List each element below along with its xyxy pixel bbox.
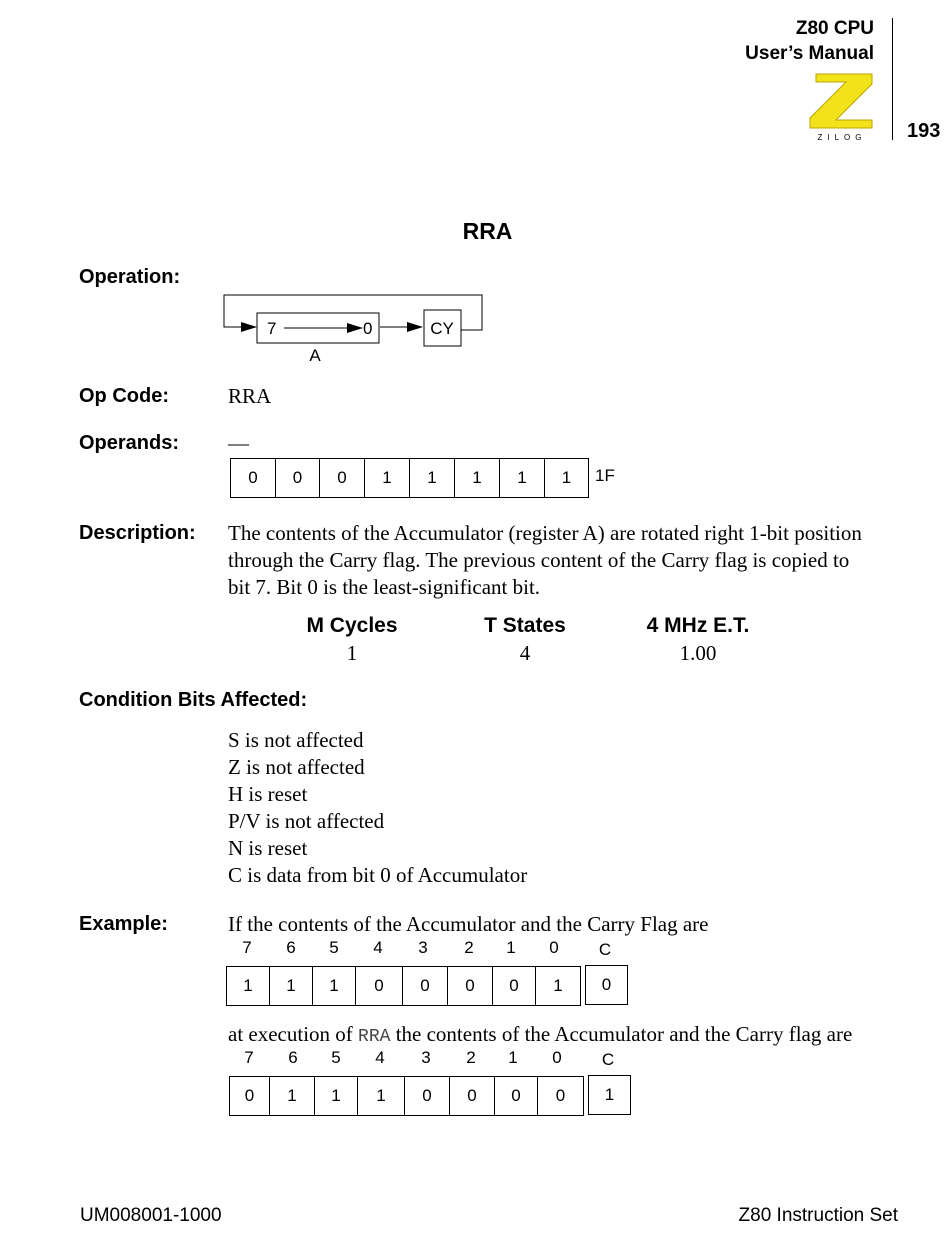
bit-high: 7 [267, 319, 277, 338]
opcode-bit: 1 [545, 459, 589, 498]
bit-label: 2 [464, 938, 474, 957]
condition-item: Z is not affected [228, 755, 365, 779]
opcode-bit: 1 [500, 459, 545, 498]
before-bit: 0 [403, 967, 448, 1006]
middle-post: the contents of the Accumulator and the Carry flag are [395, 1022, 853, 1046]
zilog-logo-icon [806, 70, 878, 142]
bit-label: 6 [288, 1048, 298, 1067]
bit-label: 1 [506, 938, 516, 957]
register-label: A [309, 346, 321, 365]
bit-label: 1 [508, 1048, 518, 1067]
operands-value: — [228, 431, 249, 455]
opcode-bit: 1 [365, 459, 410, 498]
page-title: RRA [462, 218, 513, 244]
example-label: Example: [79, 913, 168, 935]
opcode-bit: 1 [410, 459, 455, 498]
after-bit: 0 [405, 1077, 450, 1116]
m-cycles-value: 1 [346, 641, 358, 665]
manual-header [745, 16, 874, 66]
m-cycles-header: M Cycles [306, 614, 398, 637]
bit-label: 0 [552, 1048, 562, 1067]
after-bit: 0 [450, 1077, 495, 1116]
header-line1: Z80 CPU [795, 18, 874, 39]
bit-label: 0 [549, 938, 559, 957]
before-bit: 0 [493, 967, 536, 1006]
before-bits-table [226, 966, 581, 1006]
opcode-bit: 0 [276, 459, 320, 498]
description-line: through the Carry flag. The previous content of the Carry flag is copied to [228, 548, 850, 572]
before-bit: 1 [313, 967, 356, 1006]
opcode-bit: 0 [231, 459, 276, 498]
after-bits-table [229, 1076, 584, 1116]
exec-time-header: 4 MHz E.T. [646, 614, 750, 637]
after-bit: 0 [230, 1077, 270, 1116]
opcode-label: Op Code: [79, 385, 169, 407]
before-bit: 1 [536, 967, 581, 1006]
opcode-bits-table [230, 458, 589, 498]
opcode-bit: 0 [320, 459, 365, 498]
after-bit: 0 [538, 1077, 584, 1116]
opcode-bit: 1 [455, 459, 500, 498]
t-states-header: T States [484, 614, 566, 637]
description-line: bit 7. Bit 0 is the least-significant bit. [228, 575, 541, 599]
description-label: Description: [79, 522, 196, 544]
example-intro: If the contents of the Accumulator and the Carry Flag are [228, 912, 709, 936]
bit-label: 5 [331, 1048, 341, 1067]
carry-bit-label: C [598, 940, 612, 959]
condition-item: C is data from bit 0 of Accumulator [228, 863, 528, 887]
condition-bits-label: Condition Bits Affected: [79, 689, 308, 711]
before-bit: 1 [270, 967, 313, 1006]
footer-section: Z80 Instruction Set [738, 1205, 898, 1226]
before-bit: 0 [448, 967, 493, 1006]
bit-label: 4 [375, 1048, 385, 1067]
exec-time-value: 1.00 [679, 641, 717, 665]
bit-label: 4 [373, 938, 383, 957]
condition-bits-list [228, 727, 527, 889]
middle-pre: at execution of [228, 1022, 353, 1046]
bit-label: 3 [421, 1048, 431, 1067]
bit-low: 0 [363, 319, 373, 338]
condition-item: N is reset [228, 836, 308, 860]
header-line2: User’s Manual [745, 43, 874, 64]
description-line: The contents of the Accumulator (register A) are rotated right 1-bit position [228, 521, 862, 545]
bit-label: 7 [244, 1048, 254, 1067]
bit-label: 2 [466, 1048, 476, 1067]
middle-code: RRA [358, 1027, 391, 1047]
example-middle [228, 1021, 852, 1051]
bit-label: 7 [242, 938, 252, 957]
opcode-hex: 1F [595, 466, 615, 485]
after-bit: 0 [495, 1077, 538, 1116]
description-text [228, 520, 862, 601]
bit-label: 5 [329, 938, 339, 957]
page-number: 193 [907, 120, 941, 142]
after-bit: 1 [315, 1077, 358, 1116]
before-bit: 1 [227, 967, 270, 1006]
bit-label: 6 [286, 938, 296, 957]
t-states-value: 4 [519, 641, 531, 665]
operation-label: Operation: [79, 266, 181, 288]
condition-item: H is reset [228, 782, 308, 806]
after-carry: 1 [588, 1075, 631, 1115]
before-bit: 0 [356, 967, 403, 1006]
carry-label: CY [430, 319, 454, 338]
header-divider [892, 18, 893, 140]
carry-bit-label: C [601, 1050, 615, 1069]
after-bit: 1 [270, 1077, 315, 1116]
opcode-value: RRA [228, 384, 272, 408]
operands-label: Operands: [79, 432, 180, 454]
bit-label: 3 [418, 938, 428, 957]
before-carry: 0 [585, 965, 628, 1005]
condition-item: S is not affected [228, 728, 364, 752]
condition-item: P/V is not affected [228, 809, 385, 833]
after-bit: 1 [358, 1077, 405, 1116]
rotate-diagram [220, 290, 490, 370]
footer-doc-id: UM008001-1000 [80, 1205, 222, 1226]
logo-text: ZILOG [817, 133, 867, 142]
